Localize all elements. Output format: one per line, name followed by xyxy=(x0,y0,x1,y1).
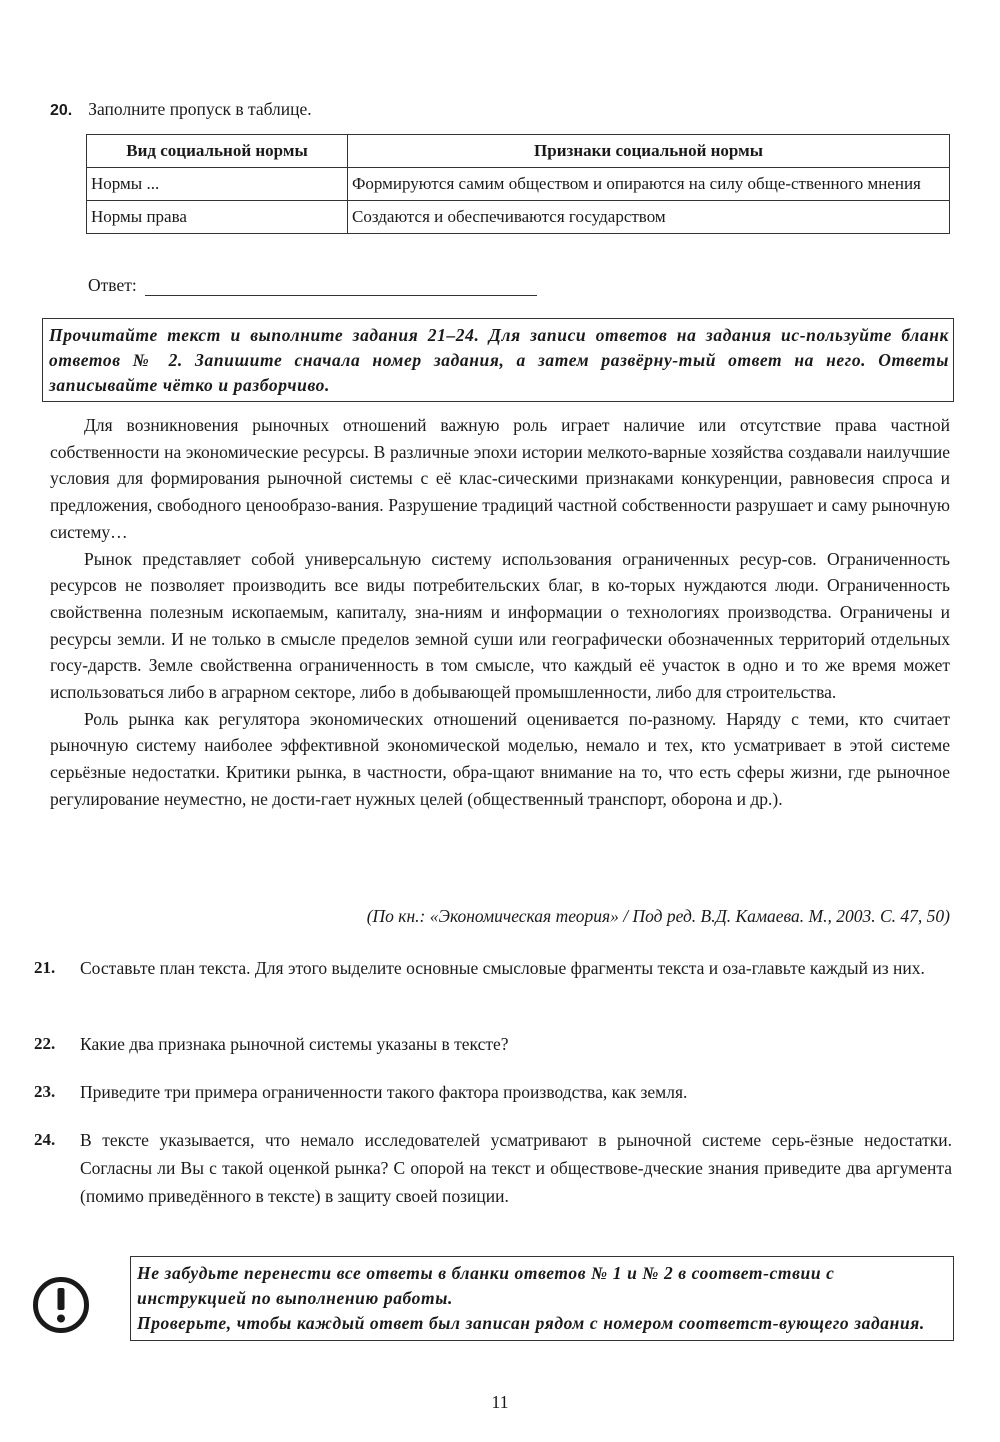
answer-label: Ответ: xyxy=(88,275,137,295)
question-text: Какие два признака рыночной системы указаны в тексте? xyxy=(80,1034,509,1054)
reading-text xyxy=(50,412,950,813)
table-cell: Нормы ... xyxy=(87,168,348,201)
text-source: (По кн.: «Экономическая теория» / Под ред. В.Д. Камаева. М., 2003. С. 47, 50) xyxy=(366,906,950,926)
answer-row xyxy=(88,274,537,296)
question-21 xyxy=(34,954,952,982)
question-text: В тексте указывается, что немало исследователей усматривают в рыночной системе серь-ёзные недостатки. Согласны ли Вы с такой оценкой рынка? С опорой на текст и обществове-дческие знания приведите два аргумента (помимо приведённого в тексте) в защиту своей позиции. xyxy=(80,1130,952,1206)
table-row xyxy=(87,201,950,234)
warning-box xyxy=(130,1256,954,1341)
table-cell: Нормы права xyxy=(87,201,348,234)
text-paragraph: Роль рынка как регулятора экономических отношений оценивается по-разному. Наряду с теми, кто считает рыночную систему наиболее эффективной экономической моделью, немало и тех, кто усматривает в этой системе серьёзные недостатки. Критики рынка, в частности, обра-щают внимание на то, что есть сферы жизни, где рыночное регулирование неуместно, не дости-гает нужных целей (общественный транспорт, оборона и др.). xyxy=(50,708,950,809)
task-20-header xyxy=(50,98,312,122)
question-text: Составьте план текста. Для этого выделите основные смысловые фрагменты текста и оза-главьте каждый из них. xyxy=(80,958,925,978)
instruction-box: Прочитайте текст и выполните задания 21–24. Для записи ответов на задания ис-пользуйте бланк ответов № 2. Запишите сначала номер задания, а затем развёрну-тый ответ на него. Ответы записывайте чётко и разборчиво. xyxy=(42,318,954,402)
table-header-row xyxy=(87,135,950,168)
question-number: 24. xyxy=(34,1130,56,1149)
question-23 xyxy=(34,1078,952,1106)
warning-line-1: Не забудьте перенести все ответы в бланки ответов № 1 и № 2 в соответ-ствии с инструкцией по выполнению работы. xyxy=(137,1263,835,1308)
text-paragraph: Для возникновения рыночных отношений важную роль играет наличие или отсутствие права частной собственности на экономические ресурсы. В различные эпохи истории мелкото-варные хозяйства создавали наилучшие условия для формирования рыночной системы с её клас-сическими признаками конкуренции, равновесия спроса и предложения, свободного ценообразо-вания. Разрушение традиций частной собственности разрушает и саму рыночную систему… xyxy=(50,415,950,542)
task-20-number: 20. xyxy=(50,102,73,119)
table-row xyxy=(87,168,950,201)
table-cell: Создаются и обеспечиваются государством xyxy=(348,201,950,234)
warning-line-2: Проверьте, чтобы каждый ответ был записан рядом с номером соответст-вующего задания. xyxy=(137,1313,925,1333)
social-norms-table xyxy=(86,134,950,234)
question-22 xyxy=(34,1030,952,1058)
question-24 xyxy=(34,1126,952,1210)
question-text: Приведите три примера ограниченности такого фактора производства, как земля. xyxy=(80,1082,688,1102)
question-number: 22. xyxy=(34,1034,56,1053)
answer-line[interactable] xyxy=(145,279,537,296)
exclamation-icon xyxy=(32,1276,90,1334)
table-header-type: Вид социальной нормы xyxy=(87,135,348,168)
table-header-features: Признаки социальной нормы xyxy=(348,135,950,168)
text-paragraph: Рынок представляет собой универсальную систему использования ограниченных ресур-сов. Ограниченность ресурсов не позволяет производить все виды потребительских благ, в ко-торых нуждаются люди. Ограниченность свойственна полезным ископаемым, капиталу, зна-ниям и информации о технологиях производства. Ограничены и ресурсы земли. И не только в смысле пределов земной суши или географически обозначенных территорий отдельных госу-дарств. Земле свойственна ограниченность в том смысле, что каждый её участок в одно и то же время может использоваться либо в аграрном секторе, либо в добывающей промышленности, либо для строительства. xyxy=(50,548,950,703)
table-cell: Формируются самим обществом и опираются на силу обще-ственного мнения xyxy=(348,168,950,201)
task-20-prompt: Заполните пропуск в таблице. xyxy=(88,99,312,119)
question-number: 21. xyxy=(34,958,56,977)
page-number: 11 xyxy=(491,1392,509,1412)
question-number: 23. xyxy=(34,1082,56,1101)
